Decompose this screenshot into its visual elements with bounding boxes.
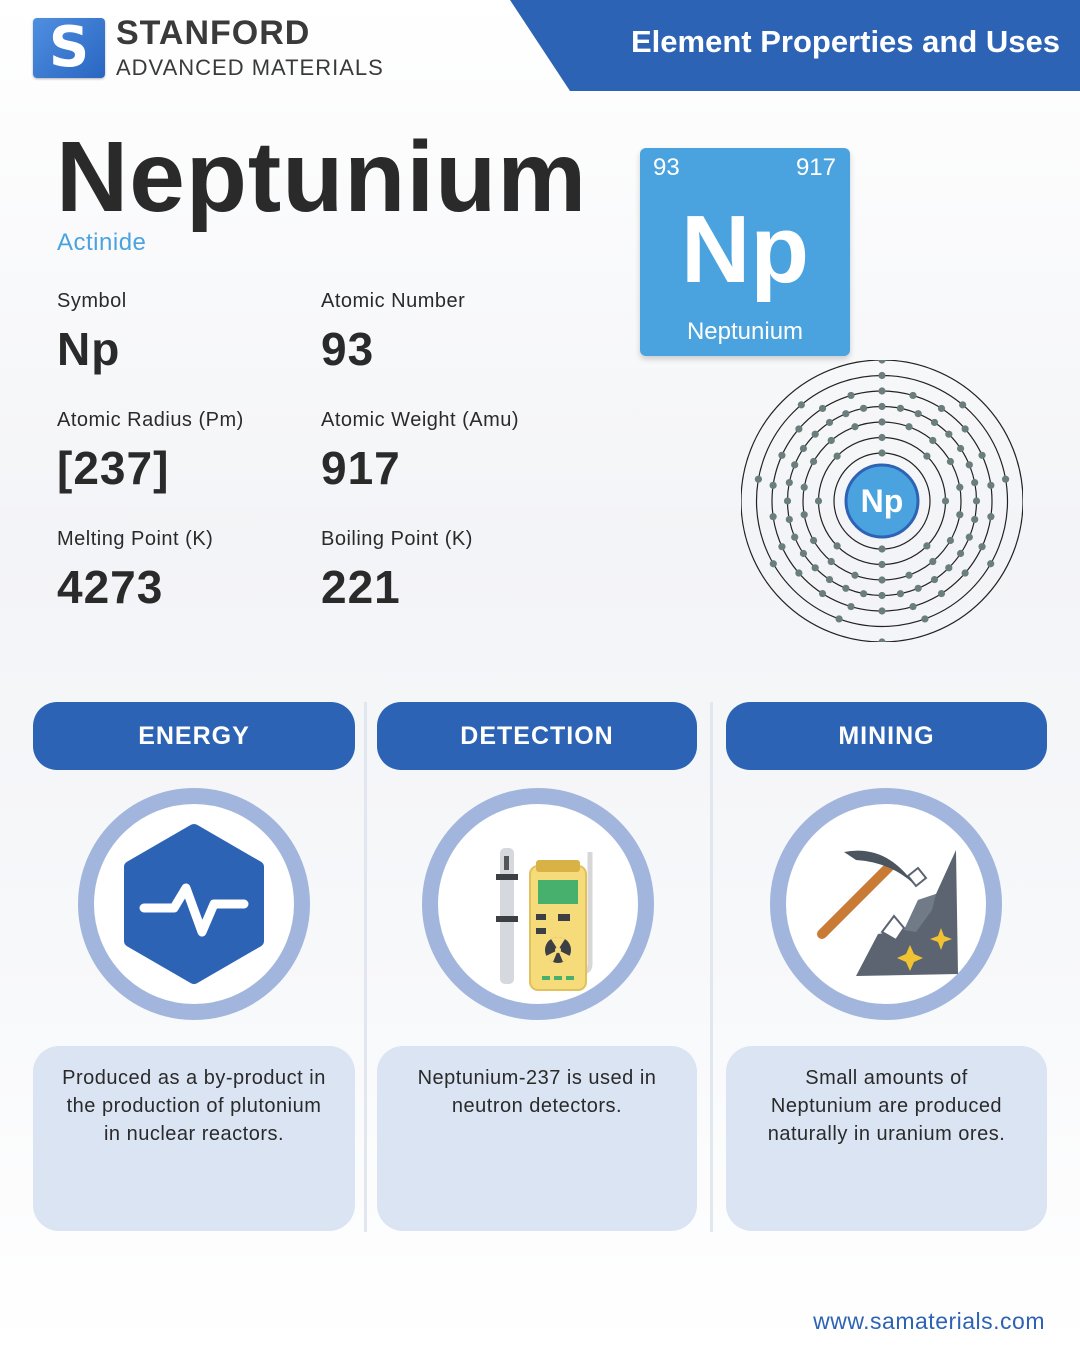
mining-icon-ring: [770, 788, 1002, 1020]
electron: [942, 497, 949, 504]
electron: [819, 405, 826, 412]
electron: [956, 484, 963, 491]
column-divider: [364, 702, 367, 1232]
electron: [971, 479, 978, 486]
electron: [909, 392, 916, 399]
electron: [905, 572, 912, 579]
electron: [834, 453, 841, 460]
electron: [847, 392, 854, 399]
electron: [947, 537, 954, 544]
tile-atomic-weight: 917: [795, 154, 836, 181]
electron: [800, 445, 807, 452]
electron: [878, 576, 885, 583]
electron: [784, 497, 791, 504]
company-logo: [33, 15, 105, 80]
electron: [878, 418, 885, 425]
atomic-weight-value: 917: [321, 442, 401, 494]
electron: [959, 401, 966, 408]
electron: [931, 419, 938, 426]
electron: [851, 423, 858, 430]
symbol-label: Symbol: [57, 290, 127, 312]
electron: [957, 445, 964, 452]
electron: [962, 425, 969, 432]
use-title-mining: MINING: [726, 702, 1047, 770]
electron: [987, 513, 994, 520]
electron: [770, 560, 777, 567]
energy-icon-ring: [78, 788, 310, 1020]
electron: [860, 590, 867, 597]
electron: [878, 592, 885, 599]
electron: [755, 476, 762, 483]
electron: [786, 516, 793, 523]
melting-point-value: 4273: [57, 561, 164, 613]
electron: [878, 561, 885, 568]
nucleus-label: Np: [860, 483, 904, 519]
use-title-detection: DETECTION: [377, 702, 697, 770]
electron: [921, 615, 928, 622]
element-category: Actinide: [57, 229, 147, 256]
electron: [909, 603, 916, 610]
electron: [815, 497, 822, 504]
electron: [770, 482, 777, 489]
electron: [929, 558, 936, 565]
boiling-point-value: 221: [321, 561, 401, 613]
electron: [778, 543, 785, 550]
electron: [897, 590, 904, 597]
electron: [770, 513, 777, 520]
electron: [938, 590, 945, 597]
pickaxe-ore-icon: [786, 804, 986, 1004]
atomic-radius-value: [237]: [57, 442, 170, 494]
electron: [834, 542, 841, 549]
electron: [957, 550, 964, 557]
electron: [966, 461, 973, 468]
electron: [819, 590, 826, 597]
periodic-table-tile: [640, 148, 850, 356]
electron: [987, 560, 994, 567]
electron: [956, 511, 963, 518]
website-link[interactable]: www.samaterials.com: [813, 1308, 1045, 1334]
electron: [947, 458, 954, 465]
electron: [835, 615, 842, 622]
tile-symbol: Np: [681, 196, 809, 303]
use-description-mining: Small amounts of Neptunium are produced naturally in uranium ores.: [726, 1046, 1047, 1231]
electron: [847, 603, 854, 610]
electron: [795, 425, 802, 432]
electron: [966, 534, 973, 541]
electron: [791, 461, 798, 468]
electron: [878, 387, 885, 394]
electron: [810, 458, 817, 465]
electron: [897, 405, 904, 412]
atomic-number-value: 93: [321, 323, 375, 375]
electron: [915, 410, 922, 417]
radiation-detector-icon: [438, 804, 638, 1004]
use-title-energy: ENERGY: [33, 702, 355, 770]
electron: [828, 437, 835, 444]
column-divider: [710, 702, 713, 1232]
electron: [812, 564, 819, 571]
electron: [962, 569, 969, 576]
electron: [971, 516, 978, 523]
electron: [1002, 476, 1009, 483]
electron: [800, 550, 807, 557]
electron: [828, 558, 835, 565]
electron: [923, 542, 930, 549]
electron: [931, 576, 938, 583]
electron: [923, 453, 930, 460]
electron: [851, 572, 858, 579]
electron: [878, 545, 885, 552]
melting-point-label: Melting Point (K): [57, 528, 214, 550]
electron: [978, 543, 985, 550]
electron: [878, 372, 885, 379]
electron: [801, 511, 808, 518]
electron: [878, 434, 885, 441]
electron: [878, 449, 885, 456]
use-description-energy: Produced as a by-product in the production of plutonium in nuclear reactors.: [33, 1046, 355, 1231]
electron: [842, 585, 849, 592]
use-description-detection: Neptunium-237 is used in neutron detectors.: [377, 1046, 697, 1231]
detection-icon-ring: [422, 788, 654, 1020]
electron: [801, 484, 808, 491]
tile-name: Neptunium: [686, 318, 804, 345]
electron: [878, 638, 885, 642]
electron: [826, 576, 833, 583]
electron: [987, 482, 994, 489]
atomic-number-label: Atomic Number: [321, 290, 466, 312]
electron: [915, 585, 922, 592]
brand-name: STANFORD: [116, 14, 311, 52]
electron: [812, 431, 819, 438]
logo-letter: S: [48, 15, 90, 80]
electron: [929, 437, 936, 444]
electron: [786, 479, 793, 486]
electron: [878, 607, 885, 614]
electron: [945, 431, 952, 438]
element-name: Neptunium: [56, 121, 588, 233]
electron: [778, 452, 785, 459]
electron: [791, 534, 798, 541]
electron: [973, 497, 980, 504]
atomic-weight-label: Atomic Weight (Amu): [321, 409, 520, 431]
electron: [810, 537, 817, 544]
symbol-value: Np: [57, 323, 121, 375]
electron: [826, 419, 833, 426]
brand-subtitle: ADVANCED MATERIALS: [116, 55, 384, 80]
bohr-model-diagram: [741, 360, 1023, 642]
electron: [878, 403, 885, 410]
electron: [945, 564, 952, 571]
electron: [938, 405, 945, 412]
boiling-point-label: Boiling Point (K): [321, 528, 473, 550]
electron: [878, 360, 885, 364]
electron: [795, 569, 802, 576]
electron: [978, 452, 985, 459]
electron: [860, 405, 867, 412]
electron: [842, 410, 849, 417]
header-title: Element Properties and Uses: [631, 24, 1060, 59]
atomic-radius-label: Atomic Radius (Pm): [57, 409, 244, 431]
tile-atomic-number: 93: [653, 154, 680, 181]
electron: [798, 401, 805, 408]
electron: [905, 423, 912, 430]
heartbeat-hexagon-icon: [94, 804, 294, 1004]
